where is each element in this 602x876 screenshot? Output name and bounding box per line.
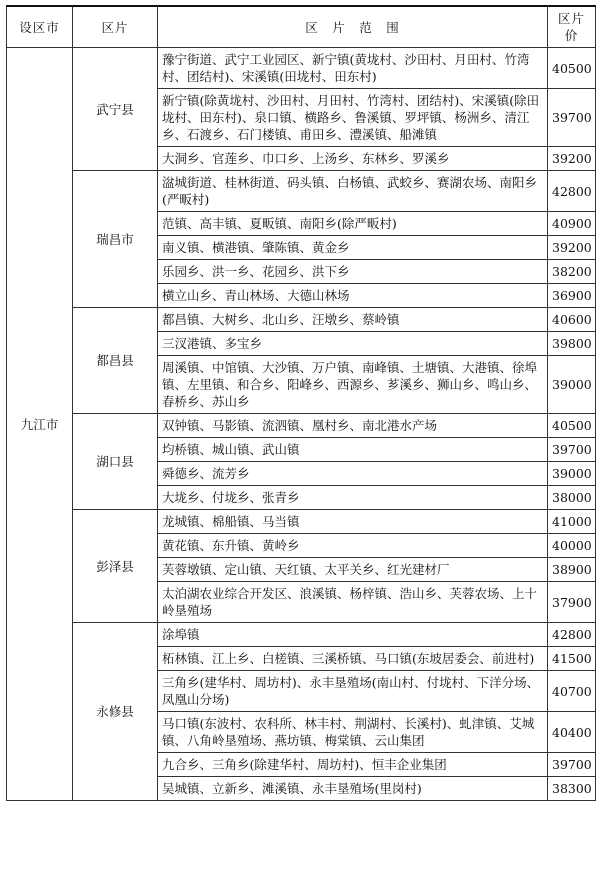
scope-cell: 芙蓉墩镇、定山镇、天红镇、太平关乡、红光建材厂 (158, 558, 548, 582)
table-row (7, 48, 596, 89)
land-price-table (6, 5, 596, 801)
price-cell: 40500 (548, 48, 596, 89)
price-cell: 38200 (548, 260, 596, 284)
table-row (7, 414, 596, 438)
price-cell: 39700 (548, 753, 596, 777)
price-cell: 42800 (548, 623, 596, 647)
scope-cell: 三角乡(建华村、周坊村)、永丰垦殖场(南山村、付垅村、下洋分场、凤凰山分场) (158, 671, 548, 712)
district-cell: 永修县 (73, 623, 158, 801)
price-cell: 39800 (548, 332, 596, 356)
header-city: 设区市 (7, 6, 73, 48)
price-cell: 40600 (548, 308, 596, 332)
price-cell: 41000 (548, 510, 596, 534)
header-scope: 区 片 范 围 (158, 6, 548, 48)
table-row (7, 308, 596, 332)
table-body (7, 48, 596, 801)
district-cell: 湖口县 (73, 414, 158, 510)
price-cell: 37900 (548, 582, 596, 623)
city-cell: 九江市 (7, 48, 73, 801)
price-cell: 40000 (548, 534, 596, 558)
scope-cell: 均桥镇、城山镇、武山镇 (158, 438, 548, 462)
price-cell: 39000 (548, 356, 596, 414)
price-cell: 38300 (548, 777, 596, 801)
scope-cell: 三汊港镇、多宝乡 (158, 332, 548, 356)
price-cell: 39700 (548, 438, 596, 462)
scope-cell: 太泊湖农业综合开发区、浪溪镇、杨梓镇、浩山乡、芙蓉农场、上十岭垦殖场 (158, 582, 548, 623)
price-cell: 41500 (548, 647, 596, 671)
scope-cell: 新宁镇(除黄垅村、沙田村、月田村、竹湾村、团结村)、宋溪镇(除田垅村、田东村)、泉口镇、横路乡、鲁溪镇、罗坪镇、杨洲乡、清江乡、石渡乡、石门楼镇、甫田乡、澧溪镇、船滩镇 (158, 89, 548, 147)
scope-cell: 南义镇、横港镇、肇陈镇、黄金乡 (158, 236, 548, 260)
scope-cell: 乐园乡、洪一乡、花园乡、洪下乡 (158, 260, 548, 284)
district-cell: 都昌县 (73, 308, 158, 414)
scope-cell: 范镇、高丰镇、夏畈镇、南阳乡(除严畈村) (158, 212, 548, 236)
price-cell: 40400 (548, 712, 596, 753)
header-row (7, 6, 596, 48)
scope-cell: 大洞乡、官莲乡、巾口乡、上汤乡、东林乡、罗溪乡 (158, 147, 548, 171)
price-cell: 39700 (548, 89, 596, 147)
price-cell: 40700 (548, 671, 596, 712)
scope-cell: 湓城街道、桂林街道、码头镇、白杨镇、武蛟乡、赛湖农场、南阳乡(严畈村) (158, 171, 548, 212)
scope-cell: 涂埠镇 (158, 623, 548, 647)
table-row (7, 510, 596, 534)
scope-cell: 豫宁街道、武宁工业园区、新宁镇(黄垅村、沙田村、月田村、竹湾村、团结村)、宋溪镇(田垅村、田东村) (158, 48, 548, 89)
scope-cell: 横立山乡、青山林场、大德山林场 (158, 284, 548, 308)
scope-cell: 大垅乡、付垅乡、张青乡 (158, 486, 548, 510)
district-cell: 武宁县 (73, 48, 158, 171)
scope-cell: 柘林镇、江上乡、白槎镇、三溪桥镇、马口镇(东坡居委会、前进村) (158, 647, 548, 671)
price-cell: 39200 (548, 147, 596, 171)
price-cell: 39200 (548, 236, 596, 260)
scope-cell: 马口镇(东波村、农科所、林丰村、荆湖村、长溪村)、虬津镇、艾城镇、八角岭垦殖场、燕坊镇、梅棠镇、云山集团 (158, 712, 548, 753)
table-row (7, 623, 596, 647)
district-cell: 彭泽县 (73, 510, 158, 623)
scope-cell: 黄花镇、东升镇、黄岭乡 (158, 534, 548, 558)
price-cell: 40900 (548, 212, 596, 236)
scope-cell: 舜德乡、流芳乡 (158, 462, 548, 486)
scope-cell: 双钟镇、马影镇、流泗镇、凰村乡、南北港水产场 (158, 414, 548, 438)
scope-cell: 九合乡、三角乡(除建华村、周坊村)、恒丰企业集团 (158, 753, 548, 777)
scope-cell: 吴城镇、立新乡、滩溪镇、永丰垦殖场(里岗村) (158, 777, 548, 801)
table-row (7, 171, 596, 212)
scope-cell: 龙城镇、棉船镇、马当镇 (158, 510, 548, 534)
price-cell: 42800 (548, 171, 596, 212)
price-cell: 39000 (548, 462, 596, 486)
scope-cell: 周溪镇、中馆镇、大沙镇、万户镇、南峰镇、土塘镇、大港镇、徐埠镇、左里镇、和合乡、阳峰乡、西源乡、芗溪乡、狮山乡、鸣山乡、春桥乡、苏山乡 (158, 356, 548, 414)
price-cell: 38000 (548, 486, 596, 510)
header-district: 区片 (73, 6, 158, 48)
scope-cell: 都昌镇、大树乡、北山乡、汪墩乡、蔡岭镇 (158, 308, 548, 332)
header-price: 区片价 (548, 6, 596, 48)
price-cell: 36900 (548, 284, 596, 308)
price-cell: 40500 (548, 414, 596, 438)
district-cell: 瑞昌市 (73, 171, 158, 308)
price-cell: 38900 (548, 558, 596, 582)
